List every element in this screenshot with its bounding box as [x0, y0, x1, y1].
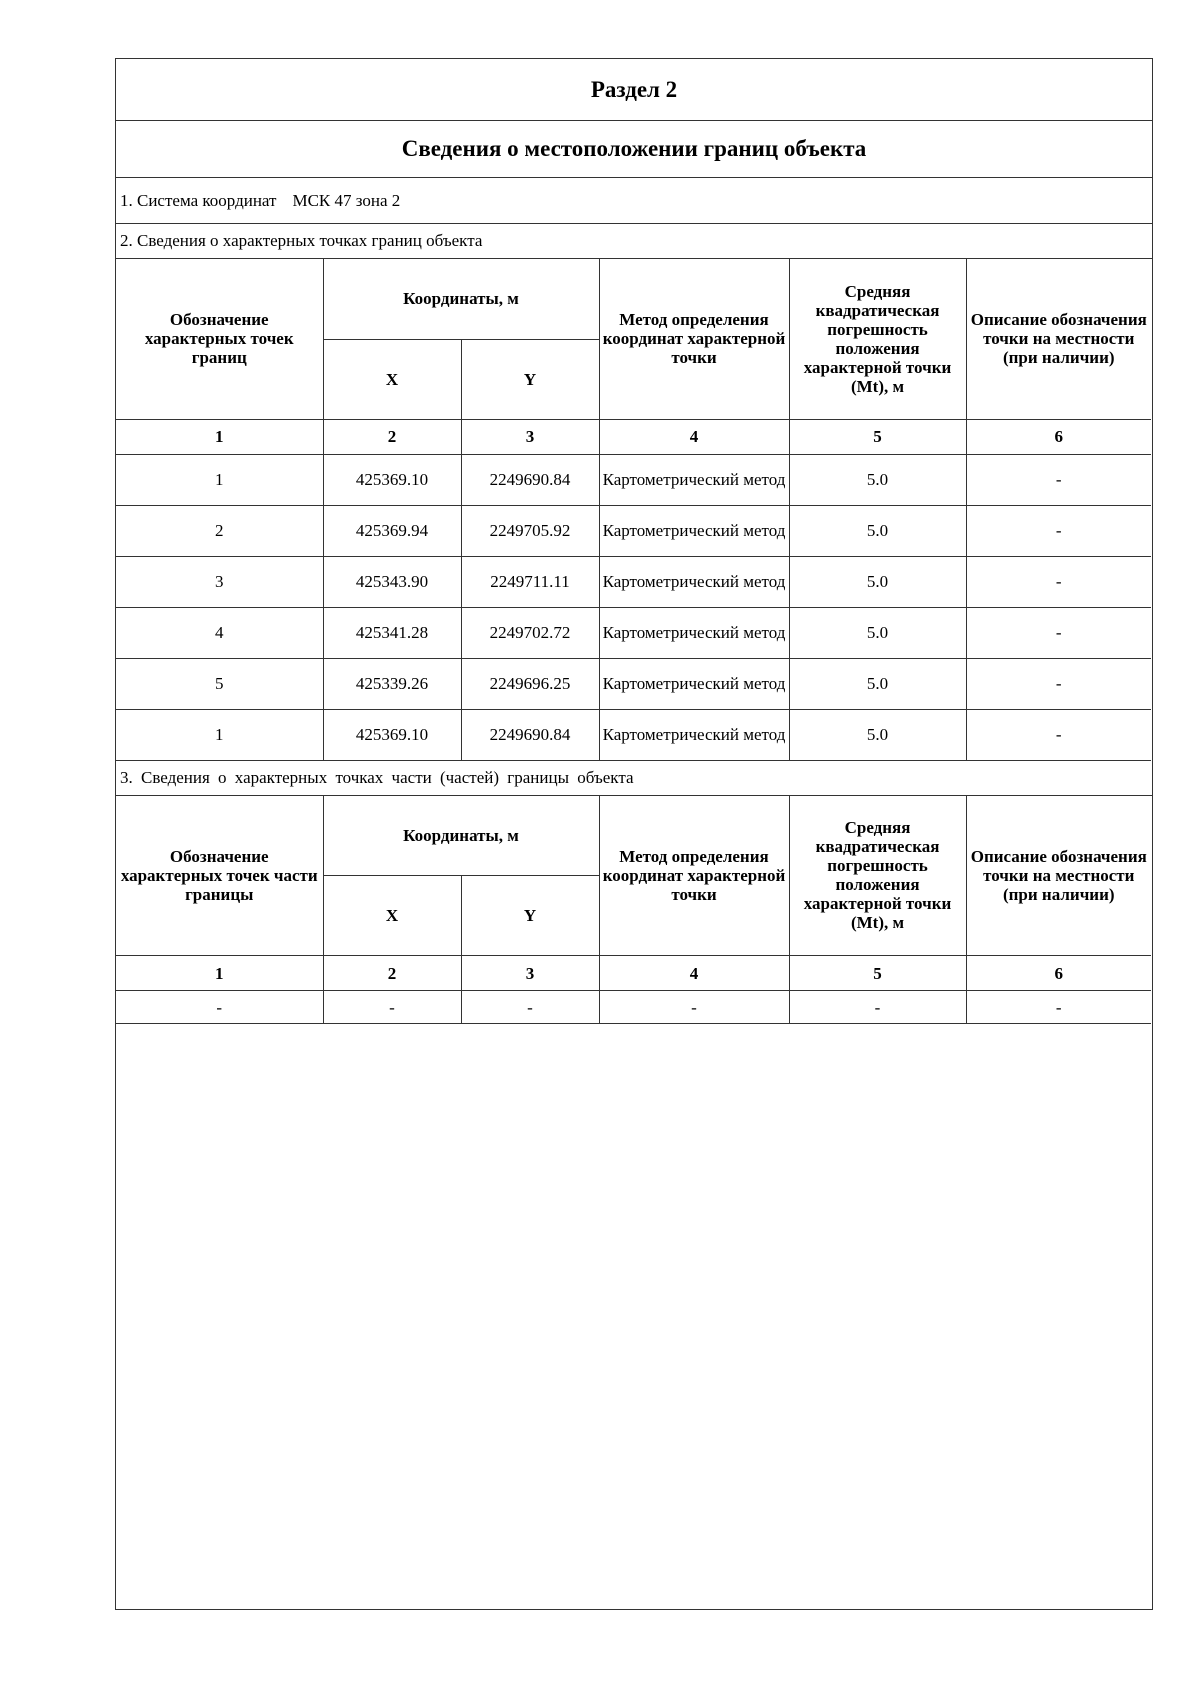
header-y: Y	[461, 339, 599, 419]
point-id: 3	[116, 556, 323, 607]
header-x: X	[323, 339, 461, 419]
table-row	[116, 505, 1151, 556]
header-x: X	[323, 876, 461, 956]
parts-section-label-row	[116, 761, 1152, 796]
point-id: 4	[116, 607, 323, 658]
document-subtitle: Сведения о местоположении границ объекта	[401, 136, 867, 161]
header-coordinates: Координаты, м	[323, 796, 599, 876]
coord-y: 2249705.92	[461, 505, 599, 556]
column-number: 3	[461, 956, 599, 991]
point-description: -	[966, 709, 1151, 760]
header-method: Метод определения координат характерной точки	[599, 259, 789, 419]
table-row	[116, 658, 1151, 709]
method: Картометрический метод	[599, 454, 789, 505]
column-number: 1	[116, 956, 323, 991]
coord-y: 2249702.72	[461, 607, 599, 658]
column-number: 6	[966, 956, 1151, 991]
point-id: 1	[116, 454, 323, 505]
parts-section-label: 3. Сведения о характерных точках части (частей) границы объекта	[120, 767, 634, 787]
header-designation: Обозначение характерных точек части границы	[116, 796, 323, 956]
mt-value: 5.0	[789, 556, 966, 607]
coord-system-label: 1. Система координат	[120, 190, 277, 210]
mt-value: 5.0	[789, 607, 966, 658]
column-number: 5	[789, 956, 966, 991]
coord-y: 2249690.84	[461, 454, 599, 505]
header-mt: Средняя квадратическая погрешность положения характерной точки (Mt), м	[789, 259, 966, 419]
document-page	[115, 58, 1153, 1610]
method: -	[599, 991, 789, 1024]
coord-y: 2249690.84	[461, 709, 599, 760]
point-description: -	[966, 607, 1151, 658]
point-description: -	[966, 658, 1151, 709]
coord-y: 2249711.11	[461, 556, 599, 607]
mt-value: 5.0	[789, 454, 966, 505]
column-number: 4	[599, 956, 789, 991]
point-description: -	[966, 505, 1151, 556]
table-row	[116, 556, 1151, 607]
method: Картометрический метод	[599, 658, 789, 709]
points-section-label-row	[116, 224, 1152, 259]
table-row	[116, 991, 1151, 1024]
points-section-label: 2. Сведения о характерных точках границ объекта	[120, 231, 483, 250]
subtitle-header	[116, 121, 1152, 178]
points-table	[116, 259, 1151, 761]
coord-y: -	[461, 991, 599, 1024]
mt-value: -	[789, 991, 966, 1024]
header-description: Описание обозначения точки на местности (при наличии)	[966, 259, 1151, 419]
method: Картометрический метод	[599, 505, 789, 556]
section-header	[116, 59, 1152, 121]
header-description: Описание обозначения точки на местности (при наличии)	[966, 796, 1151, 956]
header-y: Y	[461, 876, 599, 956]
method: Картометрический метод	[599, 607, 789, 658]
point-id: 1	[116, 709, 323, 760]
point-id: -	[116, 991, 323, 1024]
column-number: 5	[789, 419, 966, 454]
coord-x: 425339.26	[323, 658, 461, 709]
point-id: 2	[116, 505, 323, 556]
header-designation: Обозначение характерных точек границ	[116, 259, 323, 419]
method: Картометрический метод	[599, 556, 789, 607]
method: Картометрический метод	[599, 709, 789, 760]
column-number: 2	[323, 419, 461, 454]
header-method: Метод определения координат характерной точки	[599, 796, 789, 956]
column-number: 6	[966, 419, 1151, 454]
coord-y: 2249696.25	[461, 658, 599, 709]
column-number: 3	[461, 419, 599, 454]
column-numbers-row	[116, 956, 1151, 991]
table-row	[116, 454, 1151, 505]
parts-table	[116, 796, 1151, 1025]
point-description: -	[966, 556, 1151, 607]
header-coordinates: Координаты, м	[323, 259, 599, 339]
coord-system-value: МСК 47 зона 2	[292, 190, 401, 210]
point-id: 5	[116, 658, 323, 709]
point-description: -	[966, 454, 1151, 505]
mt-value: 5.0	[789, 658, 966, 709]
table-row	[116, 709, 1151, 760]
coord-system-row	[116, 178, 1152, 224]
table-row	[116, 607, 1151, 658]
coord-x: 425369.94	[323, 505, 461, 556]
header-mt: Средняя квадратическая погрешность положения характерной точки (Mt), м	[789, 796, 966, 956]
coord-x: -	[323, 991, 461, 1024]
section-title: Раздел 2	[590, 76, 678, 102]
column-number: 1	[116, 419, 323, 454]
coord-x: 425341.28	[323, 607, 461, 658]
coord-x: 425343.90	[323, 556, 461, 607]
coord-x: 425369.10	[323, 454, 461, 505]
empty-page-area	[116, 1024, 1152, 1604]
mt-value: 5.0	[789, 709, 966, 760]
coord-x: 425369.10	[323, 709, 461, 760]
column-number: 4	[599, 419, 789, 454]
mt-value: 5.0	[789, 505, 966, 556]
point-description: -	[966, 991, 1151, 1024]
column-numbers-row	[116, 419, 1151, 454]
column-number: 2	[323, 956, 461, 991]
